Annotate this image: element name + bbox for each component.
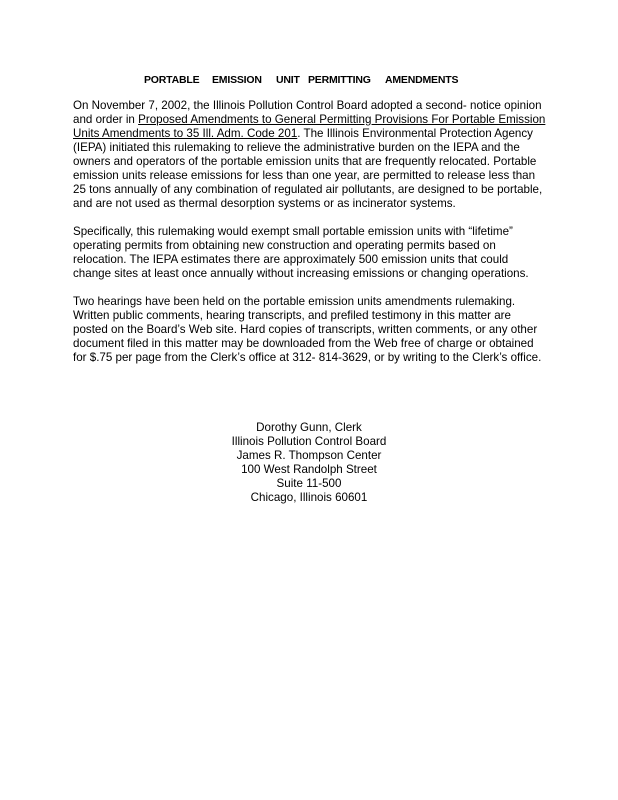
clerk-name: Dorothy Gunn, Clerk xyxy=(256,421,362,434)
body-text xyxy=(73,99,548,379)
title-word-permitting: PERMITTING xyxy=(308,74,371,86)
title-word-portable: PORTABLE xyxy=(144,74,200,86)
paragraph-specifics: Specifically, this rulemaking would exempt small portable emission units with “lifetime” operating permits from obtaining new construction and operating permits based on relocation. The IEPA estimates there are approximately 500 emission units that could change sites at least once annually without increasing emissions or changing operations. xyxy=(73,225,529,280)
paragraph-intro-lead: On November 7, 2002, the Illinois Pollution Control Board adopted a second- notice opinion and order in xyxy=(73,99,542,126)
title-word-amendments: AMENDMENTS xyxy=(385,74,459,86)
signature-block xyxy=(160,421,458,505)
building-name: James R. Thompson Center xyxy=(236,449,382,462)
paragraph-intro xyxy=(73,99,548,211)
title-word-unit: UNIT xyxy=(276,74,300,86)
title-word-emission: EMISSION xyxy=(212,74,262,86)
paragraph-intro-rest: . The Illinois Environmental Protection Agency (IEPA) initiated this rulemaking to relieve the administrative burden on the IEPA and the owners and operators of the portable emission units that are frequently relocated. Portable emission units release emissions for less than one year, are permitted to release less than 25 tons annually of any combination of regulated air pollutants, are designed to be portable, and are not used as thermal desorption systems or as incinerator systems. xyxy=(73,127,543,210)
board-name: Illinois Pollution Control Board xyxy=(231,435,387,448)
paragraph-hearings: Two hearings have been held on the portable emission units amendments rulemaking. Written public comments, hearing transcripts, and prefiled testimony in this matter are posted on the Board’s Web site. Hard copies of transcripts, written comments, or any other document filed in this matter may be downloaded from the Web free of charge or obtained for $.75 per page from the Clerk’s office at 312- 814-3629, or by writing to the Clerk’s office. xyxy=(73,295,542,364)
rulemaking-title-link[interactable]: Proposed Amendments to General Permitting Provisions For Portable Emission Units Amendments to 35 Ill. Adm. Code 201 xyxy=(73,113,546,140)
street-address: 100 West Randolph Street xyxy=(241,463,377,476)
city-state-zip: Chicago, Illinois 60601 xyxy=(250,491,368,504)
suite-number: Suite 11-500 xyxy=(276,477,342,490)
